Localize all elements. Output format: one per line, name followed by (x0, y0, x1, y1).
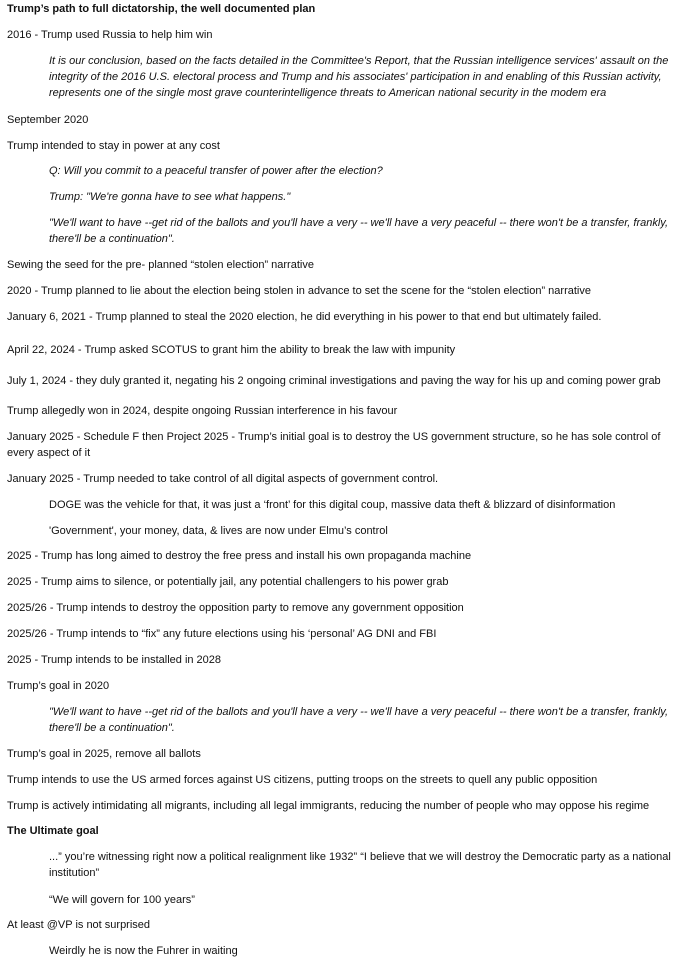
line-doge: DOGE was the vehicle for that, it was just a ‘front’ for this digital coup, massive data theft & blizzard of disinformation (49, 499, 616, 511)
line-fuhrer-waiting: Weirdly he is now the Fuhrer in waiting (49, 945, 238, 957)
line-sewing-seed: Sewing the seed for the pre- planned “stolen election” narrative (7, 259, 314, 271)
quote-continuation: "We'll want to have --get rid of the ballots and you'll have a very -- we'll have a very peaceful -- there won't be a transfer, frankly, there'll be a continuation". (49, 217, 669, 245)
quote-realignment: ...” you’re witnessing right now a political realignment like 1932” “I believe that we will destroy the Democratic party as a national institution” (49, 851, 671, 879)
quote-100-years: “We will govern for 100 years” (49, 894, 195, 906)
quote-trump-answer: Trump: "We're gonna have to see what happens." (49, 191, 291, 203)
line-schedule-f: January 2025 - Schedule F then Project 2025 - Trump’s initial goal is to destroy the US government structure, so he has sole control of every aspect of it (7, 431, 661, 459)
line-2016-russia: 2016 - Trump used Russia to help him win (7, 29, 213, 41)
line-won-2024: Trump allegedly won in 2024, despite ongoing Russian interference in his favour (7, 405, 398, 417)
line-armed-forces: Trump intends to use the US armed forces against US citizens, putting troops on the streets to quell any public opposition (7, 774, 598, 786)
line-stay-in-power: Trump intended to stay in power at any cost (7, 140, 220, 152)
line-2020-lie: 2020 - Trump planned to lie about the election being stolen in advance to set the scene for the “stolen election” narrative (7, 285, 591, 297)
heading-ultimate-goal: The Ultimate goal (7, 825, 99, 837)
line-july-2024: July 1, 2024 - they duly granted it, negating his 2 ongoing criminal investigations and paving the way for his up and coming power grab (7, 375, 661, 387)
document-title: Trump’s path to full dictatorship, the well documented plan (7, 3, 316, 15)
line-migrants: Trump is actively intimidating all migrants, including all legal immigrants, reducing the number of people who may oppose his regime (7, 800, 650, 812)
line-goal-2025: Trump’s goal in 2025, remove all ballots (7, 748, 201, 760)
line-silence-challengers: 2025 - Trump aims to silence, or potentially jail, any potential challengers to his power grab (7, 576, 449, 588)
quote-committee-report: It is our conclusion, based on the facts detailed in the Committee's Report, that the Russian intelligence services' assault on the integrity of the 2016 U.S. electoral process and Trump and his associates' participation in and enabling of this Russian activity, represents one of the single most grave counterintelligence threats to American national security in the modem era (49, 55, 669, 99)
line-destroy-opposition: 2025/26 - Trump intends to destroy the opposition party to remove any government opposition (7, 602, 464, 614)
line-digital-control: January 2025 - Trump needed to take control of all digital aspects of government control. (7, 473, 439, 485)
line-free-press: 2025 - Trump has long aimed to destroy the free press and install his own propaganda machine (7, 550, 472, 562)
line-elmu-control: 'Government', your money, data, & lives are now under Elmu’s control (49, 525, 388, 537)
line-september-2020: September 2020 (7, 114, 89, 126)
line-fix-elections: 2025/26 - Trump intends to “fix” any future elections using his ‘personal’ AG DNI and FBI (7, 628, 437, 640)
line-january-6: January 6, 2021 - Trump planned to steal the 2020 election, he did everything in his power to that end but ultimately failed. (7, 311, 602, 323)
line-april-2024: April 22, 2024 - Trump asked SCOTUS to grant him the ability to break the law with impunity (7, 344, 456, 356)
line-installed-2028: 2025 - Trump intends to be installed in 2028 (7, 654, 222, 666)
quote-continuation-repeat: "We'll want to have --get rid of the ballots and you'll have a very -- we'll have a very peaceful -- there won't be a transfer, frankly, there'll be a continuation". (49, 706, 669, 734)
line-vp-not-surprised: At least @VP is not surprised (7, 919, 151, 931)
quote-question-transfer: Q: Will you commit to a peaceful transfer of power after the election? (49, 165, 383, 177)
line-goal-2020: Trump’s goal in 2020 (7, 680, 110, 692)
